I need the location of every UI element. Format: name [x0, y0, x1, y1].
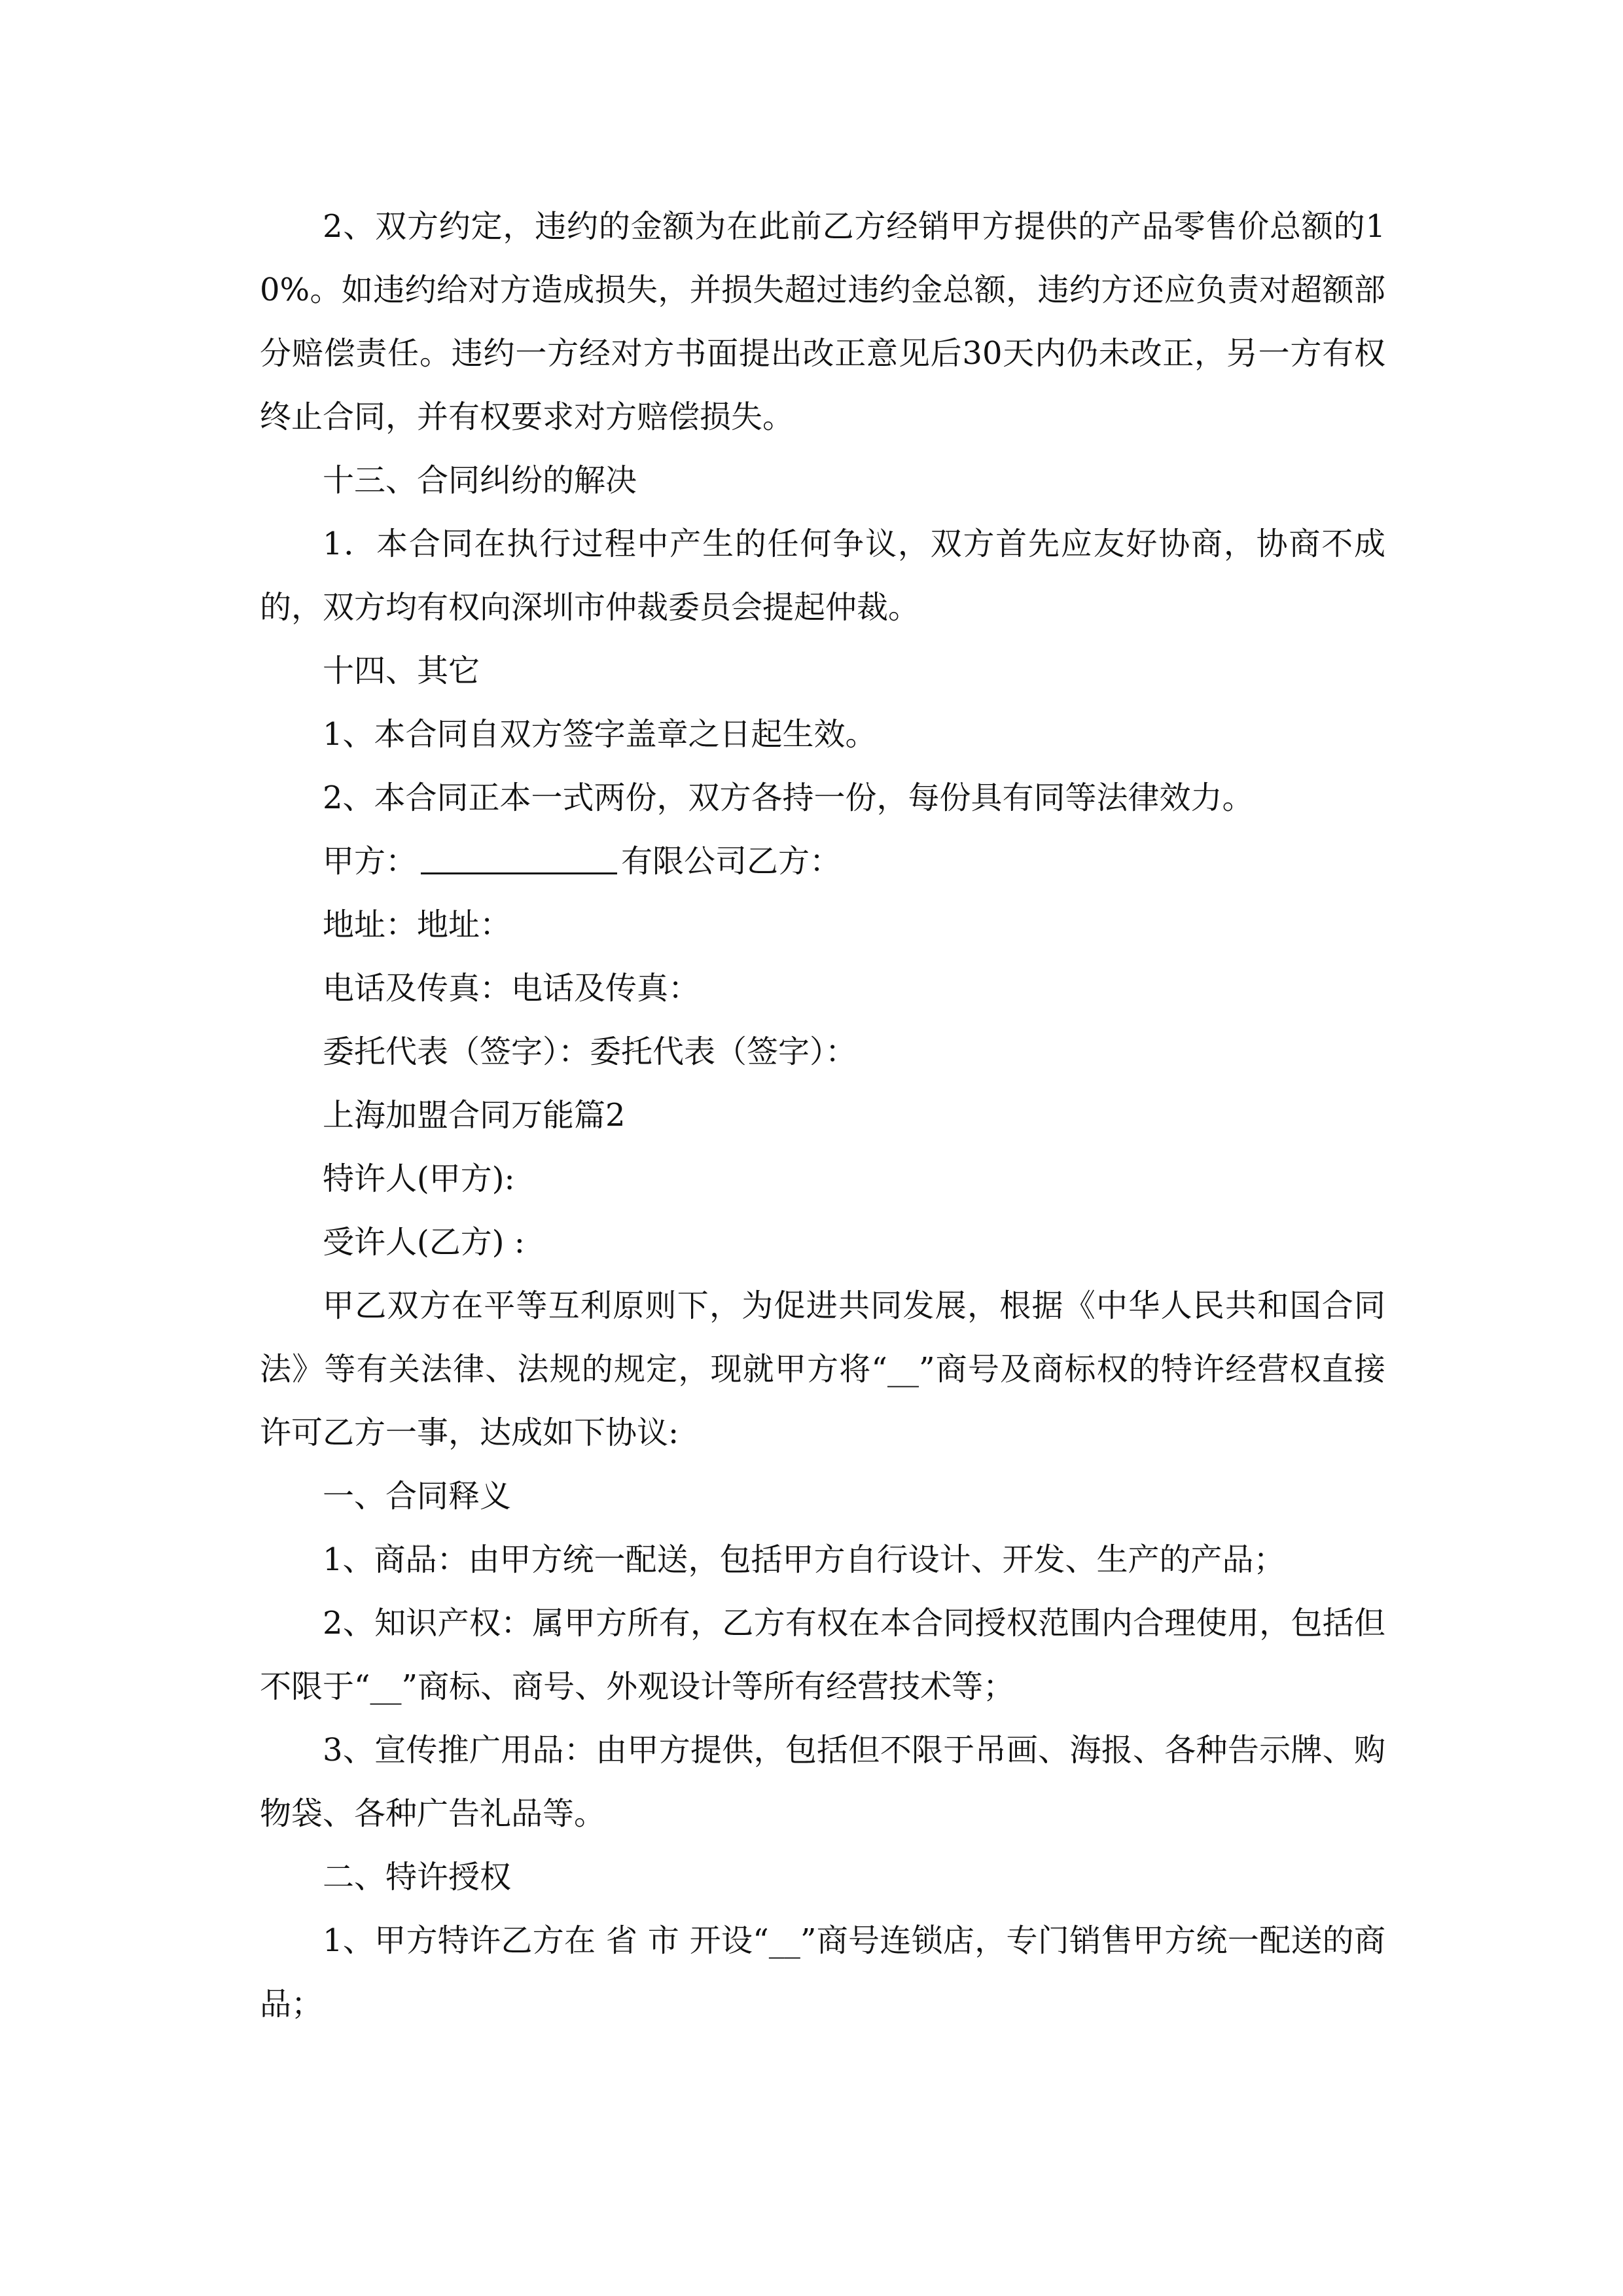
- party-a-label: 甲方：: [323, 843, 418, 880]
- paragraph-goods: 1、商品：由甲方统一配送，包括甲方自行设计、开发、生产的产品；: [323, 1541, 1285, 1578]
- heading-franchise-grant: 二、特许授权: [323, 1859, 512, 1895]
- paragraph-dispute-resolution: 1．本合同在执行过程中产生的任何争议，双方首先应友好协商，协商不成的，双方均有权向深圳市仲裁委员会提起仲裁。: [260, 526, 1385, 626]
- party-line: [260, 830, 1385, 893]
- heading-section-14: 十四、其它: [323, 653, 480, 689]
- heading-definitions: 一、合同释义: [323, 1478, 512, 1515]
- heading-section-13: 十三、合同纠纷的解决: [323, 462, 637, 499]
- document-body: [260, 195, 1385, 2036]
- phone-fax-line: 电话及传真：电话及传真：: [323, 970, 700, 1007]
- representative-line: 委托代表（签字）：委托代表（签字）：: [323, 1033, 857, 1070]
- paragraph-promo: 3、宣传推广用品：由甲方提供，包括但不限于吊画、海报、各种告示牌、购物袋、各种广告礼品等。: [260, 1732, 1385, 1832]
- paragraph-grant-territory: 1、甲方特许乙方在 省 市 开设“__”商号连锁店，专门销售甲方统一配送的商品；: [260, 1922, 1385, 2022]
- address-line: 地址：地址：: [323, 906, 512, 943]
- party-a-blank: [421, 846, 617, 874]
- paragraph-penalty-clause: 2、双方约定，违约的金额为在此前乙方经销甲方提供的产品零售价总额的10%。如违约给对方造成损失，并损失超过违约金总额，违约方还应负责对超额部分赔偿责任。违约一方经对方书面提出改正意见后30天内仍未改正，另一方有权终止合同，并有权要求对方赔偿损失。: [260, 208, 1385, 435]
- party-b-label: 有限公司乙方：: [621, 843, 842, 880]
- franchisor-line: 特许人(甲方):: [323, 1160, 515, 1197]
- paragraph-effective-date: 1、本合同自双方签字盖章之日起生效。: [323, 716, 877, 753]
- paragraph-preamble: 甲乙双方在平等互利原则下，为促进共同发展，根据《中华人民共和国合同法》等有关法律、法规的规定，现就甲方将“__”商号及商标权的特许经营权直接许可乙方一事，达成如下协议:: [260, 1287, 1385, 1451]
- franchisee-line: 受许人(乙方) :: [323, 1224, 525, 1261]
- contract-2-title: 上海加盟合同万能篇2: [323, 1097, 626, 1134]
- paragraph-ip: 2、知识产权：属甲方所有，乙方有权在本合同授权范围内合理使用，包括但不限于“__”商标、商号、外观设计等所有经营技术等；: [260, 1605, 1385, 1705]
- paragraph-copies: 2、本合同正本一式两份，双方各持一份，每份具有同等法律效力。: [323, 780, 1254, 816]
